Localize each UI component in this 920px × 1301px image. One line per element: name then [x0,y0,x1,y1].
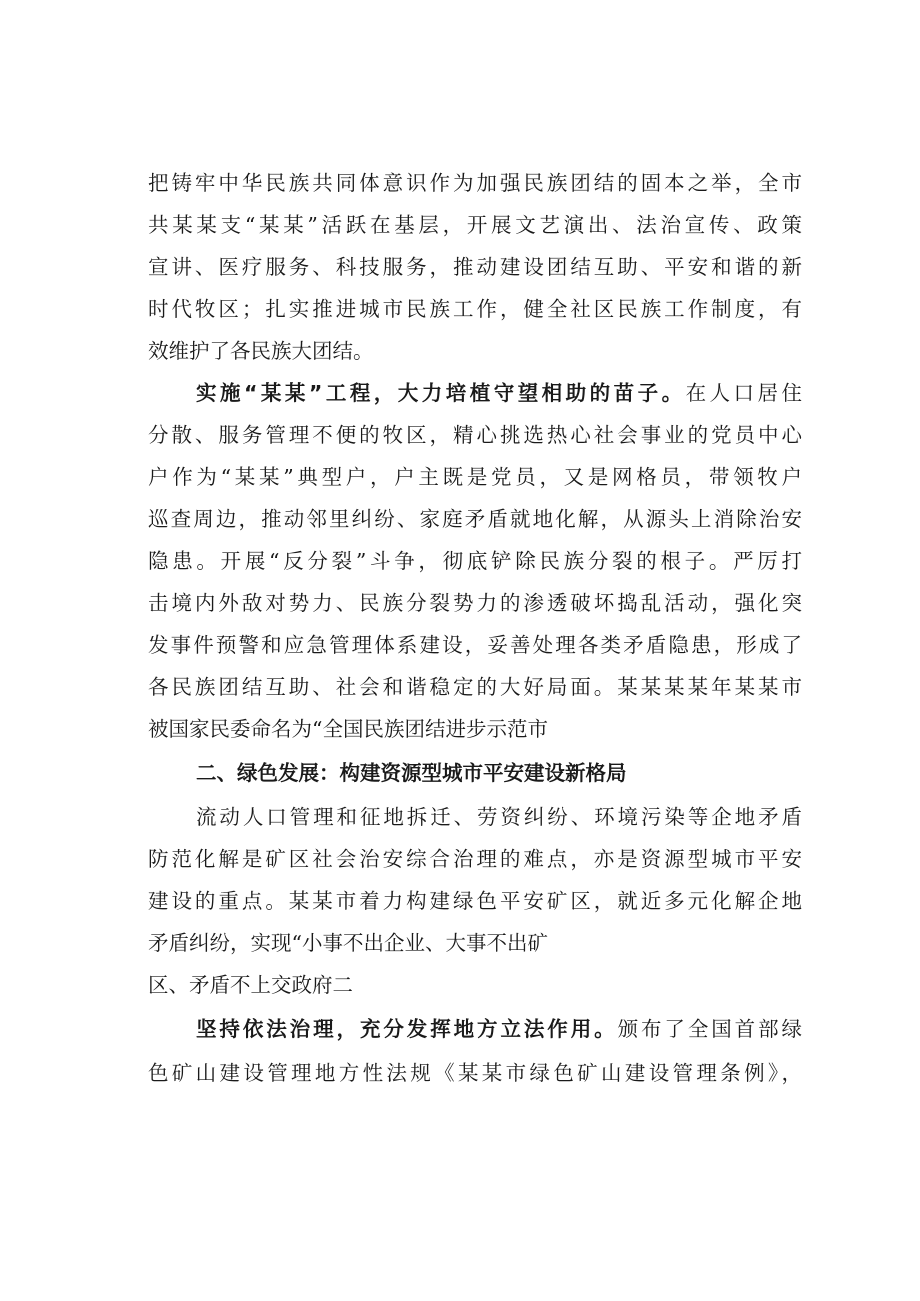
paragraph-line: 效维护了各民族大团结。 [148,339,374,363]
paragraph-first-line: 流动人口管理和征地拆迁、劳资纠纷、环境污染等企地矛盾 [196,805,802,829]
paragraph-line: 色矿山建设管理地方性法规《某某市绿色矿山建设管理条例》， [148,1061,802,1085]
paragraph-line: 防范化解是矿区社会治安综合治理的难点，亦是资源型城市平安 [148,847,802,871]
section-heading: 二、绿色发展：构建资源型城市平安建设新格局 [196,761,627,785]
bold-lead: 实施“某某”工程，大力培植守望相助的苗子。 [196,381,686,405]
paragraph-line: 发事件预警和应急管理体系建设，妥善处理各类矛盾隐患，形成了 [148,633,802,657]
paragraph-line: 宣讲、医疗服务、科技服务，推动建设团结互助、平安和谐的新 [148,255,802,279]
paragraph-line: 区、矛盾不上交政府二 [148,973,353,997]
paragraph-line: 建设的重点。某某市着力构建绿色平安矿区，就近多元化解企地 [148,889,802,913]
paragraph-first-line [196,373,802,413]
bold-lead: 坚持依法治理，充分发挥地方立法作用。 [196,1017,618,1041]
paragraph-line: 分散、服务管理不便的牧区，精心挑选热心社会事业的党员中心 [148,423,802,447]
paragraph-line: 巡查周边，推动邻里纠纷、家庭矛盾就地化解，从源头上消除治安 [148,507,802,531]
paragraph-line: 被国家民委命名为“全国民族团结进步示范市 [148,717,548,741]
paragraph-line: 各民族团结互助、社会和谐稳定的大好局面。某某某某年某某市 [148,675,802,699]
paragraph-first-line [196,1009,802,1049]
paragraph-line: 隐患。开展“反分裂”斗争，彻底铲除民族分裂的根子。严厉打 [148,549,802,573]
paragraph-line: 击境内外敌对势力、民族分裂势力的渗透破坏捣乱活动，强化突 [148,591,802,615]
paragraph-text: 颁布了全国首部绿 [617,1017,803,1041]
paragraph-line: 户作为“某某”典型户，户主既是党员，又是网格员，带领牧户 [148,465,802,489]
paragraph-line: 矛盾纠纷，实现“小事不出企业、大事不出矿 [148,931,548,955]
paragraph-line: 把铸牢中华民族共同体意识作为加强民族团结的固本之举，全市 [148,171,802,195]
paragraph-text: 在人口居住 [685,381,803,405]
paragraph-line: 共某某支“某某”活跃在基层，开展文艺演出、法治宣传、政策 [148,213,802,237]
paragraph-line: 时代牧区；扎实推进城市民族工作，健全社区民族工作制度，有 [148,297,802,321]
